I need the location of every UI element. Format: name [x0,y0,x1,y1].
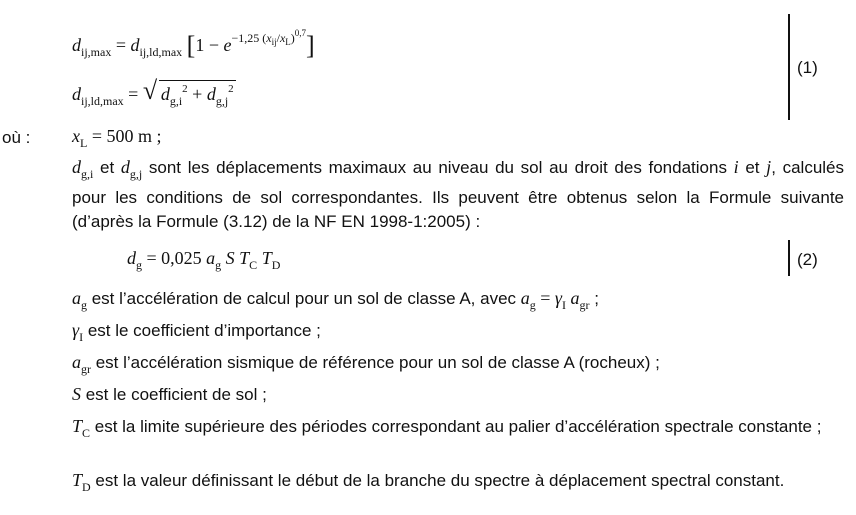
subscript: I [562,298,566,312]
symbol-s: S [72,384,81,404]
subscript: g [81,298,87,312]
exponent-suffix: ) [290,31,295,45]
equation-1-line-2 [72,76,236,109]
symbol-d: d [120,157,130,177]
subscript: g,j [215,94,229,108]
definition-text: est le coefficient d’importance ; [83,321,321,340]
symbol-e: e [223,35,232,55]
definition-td [72,468,844,499]
symbol-gamma: γ [72,320,80,340]
symbol-d: d [127,248,136,268]
paragraph-text: , calculés pour les conditions de sol correspondantes. Ils peuvent être obtenus selon la Formule suivante (d’après la Formule (3.12) de la NF EN 1998-1:2005) : [72,158,845,231]
subscript: ij,max [81,45,112,59]
symbol-gamma: γ [554,288,562,308]
equals: = [535,288,555,308]
symbol-a: a [72,352,81,372]
ou-label: où : [2,128,31,147]
equation-1-number: (1) [797,58,818,77]
paragraph-text: sont les déplacements maximaux au niveau du sol au droit des fondations [142,158,734,177]
definition-gamma [72,318,844,349]
definition-s [72,382,844,407]
symbol-t: T [72,416,83,436]
definition-text: est l’accélération sismique de référence pour un sol de classe A (rocheux) ; [91,353,660,372]
symbol-d: d [160,84,170,104]
subscript: g,i [81,167,94,181]
subscript: C [249,258,258,272]
subscript: g [529,298,536,312]
symbol-a: a [206,248,216,268]
symbol-d: d [72,35,81,55]
xl-value: = 500 m ; [87,126,162,146]
dg-paragraph [72,155,844,234]
symbol-t: T [72,470,83,490]
symbol-d: d [130,35,140,55]
subscript: gr [81,362,91,376]
bracket-open: [ [186,31,196,60]
slash: / [276,31,280,45]
exponent-power: 0,7 [294,28,307,38]
square-root [142,76,236,109]
equation-1-line-1 [72,28,315,61]
symbol-a: a [566,288,580,308]
symbol-a: a [520,288,530,308]
paragraph-text: et [738,158,767,177]
xl-definition [72,126,162,151]
one-minus: 1 − [195,35,224,55]
symbol-x: x [279,31,286,45]
superscript: 2 [228,83,234,95]
subscript: ij [271,37,277,47]
subscript: D [82,480,91,494]
bracket-close: ] [306,31,315,60]
subscript: C [82,426,91,440]
exponent [231,28,307,47]
symbol-i: i [733,157,739,177]
symbol-a: a [72,288,81,308]
subscript: g,j [129,167,143,181]
symbol-x: x [266,31,272,45]
symbol-d: d [206,84,216,104]
equals: = [123,84,143,104]
definition-agr [72,350,844,381]
subscript: L [80,136,88,150]
equation-2-bar [788,240,790,276]
symbol-j: j [766,157,772,177]
subscript: L [285,37,291,47]
definition-tail: ; [589,289,599,308]
plus: + [187,84,207,104]
subscript: ij,ld,max [81,94,124,108]
definition-text: est la limite supérieure des périodes correspondant au palier d’accélération spectrale constante ; [90,417,822,436]
subscript: D [271,258,281,272]
coefficient: = 0,025 [142,248,207,268]
symbol-x: x [72,126,80,146]
equals: = [111,35,131,55]
definition-text: est l’accélération de calcul pour un sol de classe A, avec [87,289,521,308]
conjunction: et [93,158,121,177]
subscript: ij,ld,max [139,45,183,59]
sqrt-radicand [159,80,236,109]
symbol-d: d [72,157,81,177]
sqrt-icon: √ [142,76,158,105]
symbol-t: T [257,248,272,268]
superscript: 2 [182,83,188,95]
definition-tc [72,414,844,445]
exponent-prefix: −1,25 ( [231,31,267,45]
subscript: I [79,330,84,344]
definition-ag [72,286,844,317]
symbol-t: T [239,248,250,268]
equation-1-bar [788,14,790,120]
subscript: g [136,258,142,272]
equation-2 [127,248,280,273]
definition-text: est le coefficient de sol ; [81,385,267,404]
symbol-s: S [221,248,240,268]
equation-2-number: (2) [797,250,818,269]
symbol-d: d [72,84,81,104]
subscript: g,i [169,94,183,108]
subscript: gr [579,298,590,312]
definition-text: est la valeur définissant le début de la branche du spectre à déplacement spectral constant. [90,471,785,490]
subscript: g [215,258,222,272]
